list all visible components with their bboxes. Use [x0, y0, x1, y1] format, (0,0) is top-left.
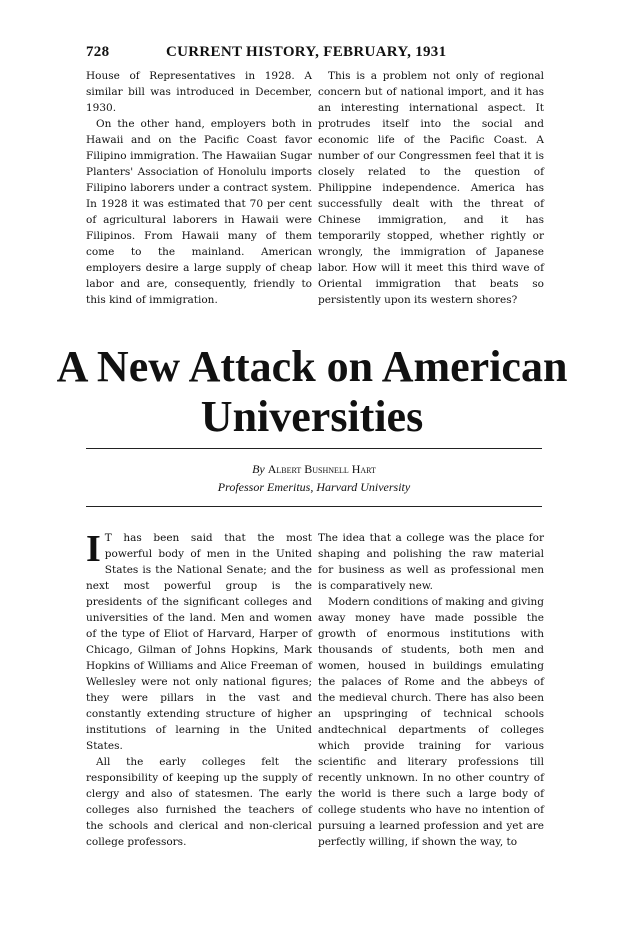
paragraph — [86, 530, 312, 754]
paragraph: Modern conditions of making and giving away money have made possible the growth of enormous institutions with thousands of students, both men and women, housed in buildings emulating the palaces of Rome and the abbeys of the medieval church. There has also been an upspringing of technical schools andtechnical departments of colleges which provide training for various scientific and literary professions till recently unknown. In no other country of the world is there such a large body of college students who have no intention of pursuing a learned profession and yet are perfectly willing, if shown the way, to — [318, 596, 544, 848]
article-title-line-2: Universities — [200, 392, 424, 441]
article-title-line-1: A New Attack on American — [56, 342, 568, 391]
top-right-column — [318, 68, 544, 308]
page-number: 728 — [86, 44, 110, 60]
article-right-column — [318, 530, 544, 850]
paragraph: This is a problem not only of regional concern but of national import, and it has an interesting international aspect. It protrudes itself into the social and economic life of the Pacific Coast. A number of our Congressmen feel that it is closely related to the question of Philippine independence. America has successfully dealt with the threat of Chinese immigration, and it has temporarily stopped, whether rightly or wrongly, the immigration of Japanese labor. How will it meet this third wave of Oriental immigration that beats so persistently upon its western shores? — [318, 70, 544, 306]
paragraph-text: T has been said that the most powerful body of men in the United States is the National Senate; and the next most powerful group is the presidents of the significant colleges and universities of the land. Men and women of the type of Eliot of Harvard, Harper of Chicago, Gilman of Johns Hopkins, Mark Hopkins of Williams and Alice Freeman of Wellesley were not only national figures; they were pillars in the vast and constantly extending structure of higher institutions of learning in the United States. — [86, 532, 312, 752]
top-left-column — [86, 68, 312, 308]
running-header — [86, 44, 446, 61]
divider-top — [86, 448, 542, 449]
author-name: Albert Bushnell Hart — [267, 462, 376, 476]
byline-prefix: By — [252, 462, 265, 476]
drop-cap: I — [86, 528, 101, 570]
paragraph: The idea that a college was the place for shaping and polishing the raw material for business as well as professional men is comparatively new. — [318, 532, 544, 592]
paragraph: All the early colleges felt the responsibility of keeping up the supply of clergy and also of statesmen. The early colleges also furnished the teachers of the schools and clerical and non-clerical college professors. — [86, 756, 312, 848]
running-title: CURRENT HISTORY, FEBRUARY, 1931 — [166, 44, 447, 60]
divider-bottom — [86, 506, 542, 507]
article-left-column — [86, 530, 312, 850]
byline — [86, 462, 542, 477]
paragraph: House of Representatives in 1928. A similar bill was introduced in December, 1930. — [86, 70, 312, 114]
author-title: Professor Emeritus, Harvard University — [217, 480, 411, 494]
paragraph: On the other hand, employers both in Hawaii and on the Pacific Coast favor Filipino immigration. The Hawaiian Sugar Planters' Association of Honolulu imports Filipino laborers under a contract system. In 1928 it was estimated that 70 per cent of agricultural laborers in Hawaii were Filipinos. From Hawaii many of them come to the mainland. American employers desire a large supply of cheap labor and are, consequently, friendly to this kind of immigration. — [86, 118, 312, 306]
